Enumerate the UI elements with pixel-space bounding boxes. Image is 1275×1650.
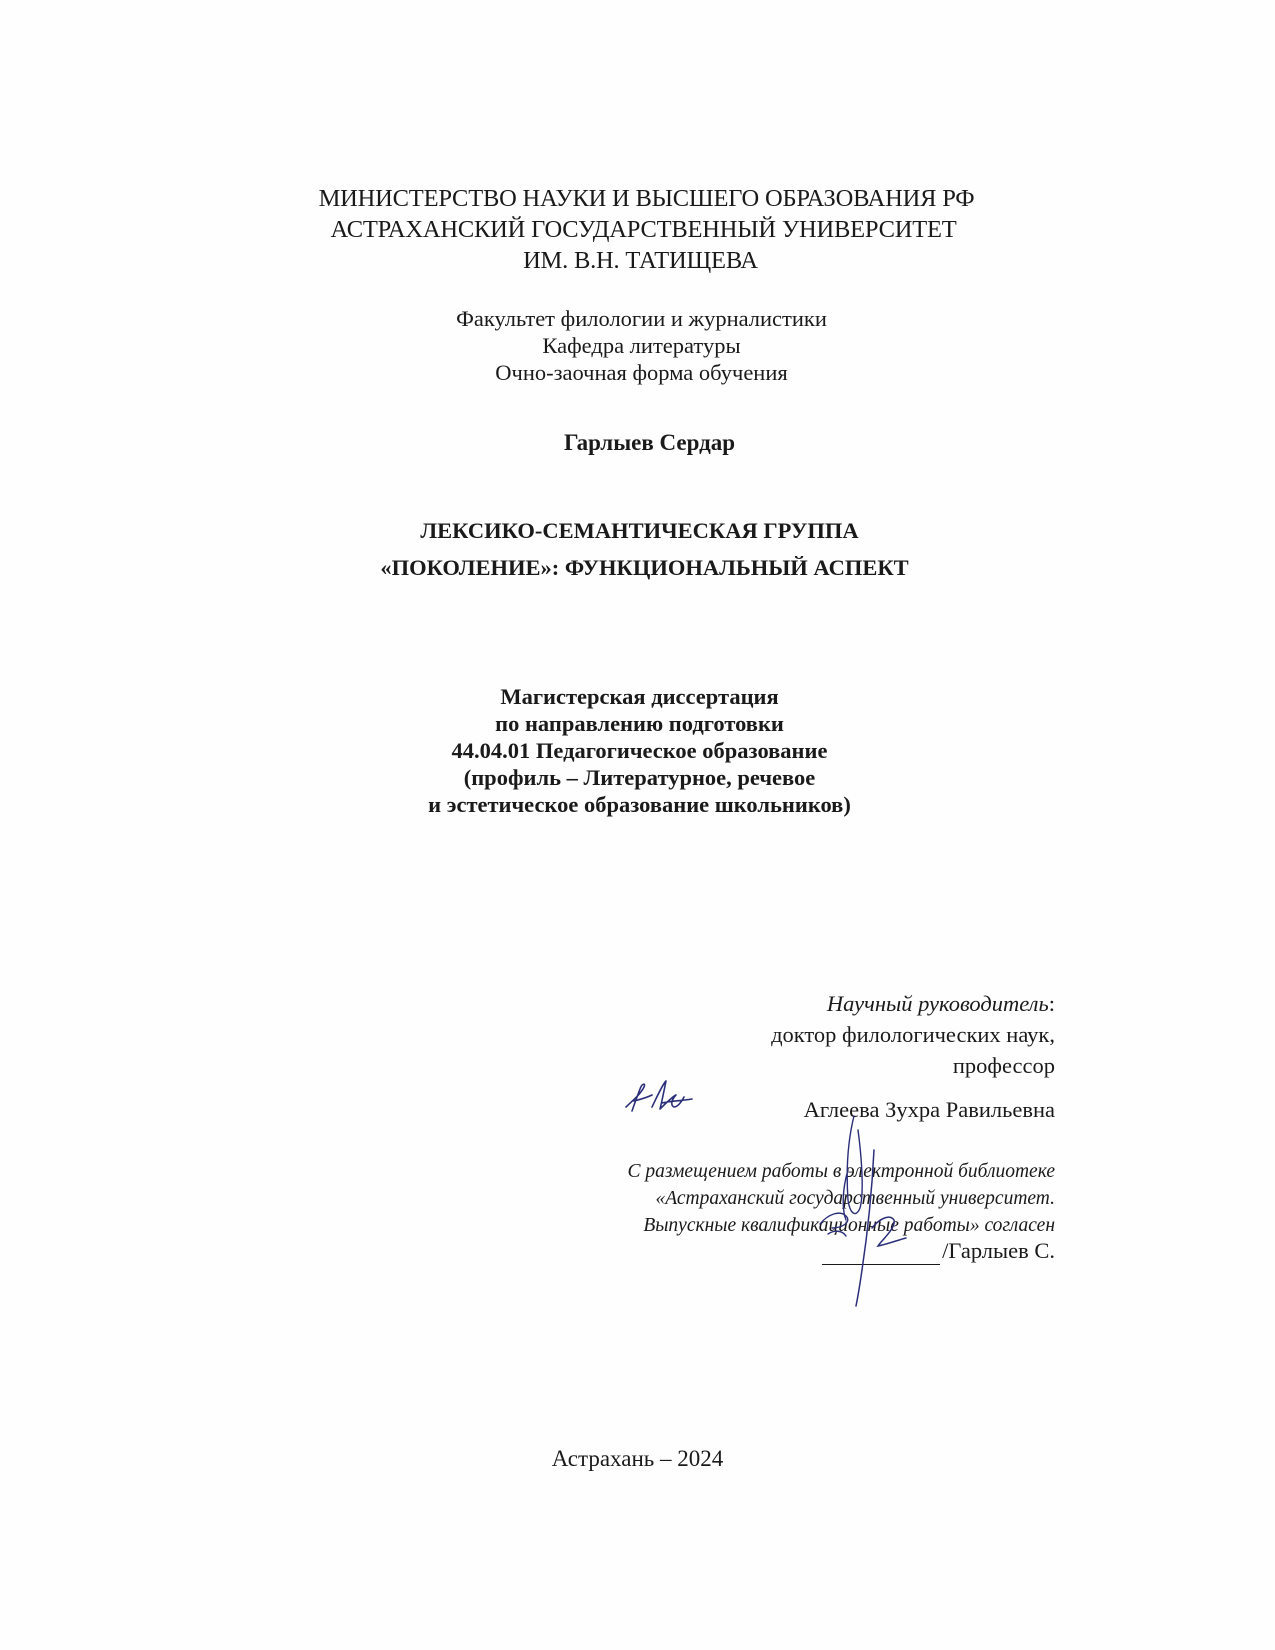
supervisor-label-colon: : xyxy=(1048,991,1055,1016)
faculty-name: Факультет филологии и журналистики xyxy=(456,306,827,331)
degree-direction: 44.04.01 Педагогическое образование xyxy=(451,738,828,763)
supervisor-block xyxy=(771,988,1055,1081)
student-signer: /Гарлыев С. xyxy=(942,1238,1055,1263)
degree-type: Магистерская диссертация xyxy=(500,684,779,709)
ministry-header xyxy=(0,183,1275,276)
degree-profile: (профиль – Литературное, речевое xyxy=(463,765,816,790)
thesis-title-line: ЛЕКСИКО-СЕМАНТИЧЕСКАЯ ГРУППА xyxy=(420,518,859,543)
consent-line: «Астраханский государственный университет. xyxy=(655,1188,1055,1209)
student-signature xyxy=(812,1110,932,1310)
ministry-name: МИНИСТЕРСТВО НАУКИ И ВЫСШЕГО ОБРАЗОВАНИЯ РФ xyxy=(318,185,975,212)
university-name: АСТРАХАНСКИЙ ГОСУДАРСТВЕННЫЙ УНИВЕРСИТЕТ xyxy=(330,216,957,243)
consent-line: С размещением работы в электронной библиотеке xyxy=(627,1161,1055,1182)
consent-line: Выпускные квалификационные работы» согласен xyxy=(643,1215,1055,1236)
university-name-suffix: ИМ. В.Н. ТАТИЩЕВА xyxy=(523,247,758,274)
degree-profile-cont: и эстетическое образование школьников) xyxy=(428,792,851,817)
supervisor-position: профессор xyxy=(952,1053,1055,1078)
study-form: Очно-заочная форма обучения xyxy=(495,360,788,385)
author-name: Гарлыев Сердар xyxy=(563,430,736,455)
degree-direction-label: по направлению подготовки xyxy=(495,711,784,736)
supervisor-name: Аглеева Зухра Равильевна xyxy=(803,1097,1055,1122)
city-year: Астрахань – 2024 xyxy=(551,1446,724,1471)
faculty-block xyxy=(0,305,1275,386)
department-name: Кафедра литературы xyxy=(542,333,741,358)
supervisor-signature xyxy=(622,1077,694,1117)
supervisor-degree: доктор филологических наук, xyxy=(771,1022,1055,1047)
supervisor-label: Научный руководитель xyxy=(826,991,1049,1016)
thesis-title xyxy=(0,512,1275,586)
degree-info xyxy=(0,683,1275,818)
supervisor-label-row xyxy=(771,988,1055,1019)
thesis-title-line: «ПОКОЛЕНИЕ»: ФУНКЦИОНАЛЬНЫЙ АСПЕКТ xyxy=(380,555,909,580)
